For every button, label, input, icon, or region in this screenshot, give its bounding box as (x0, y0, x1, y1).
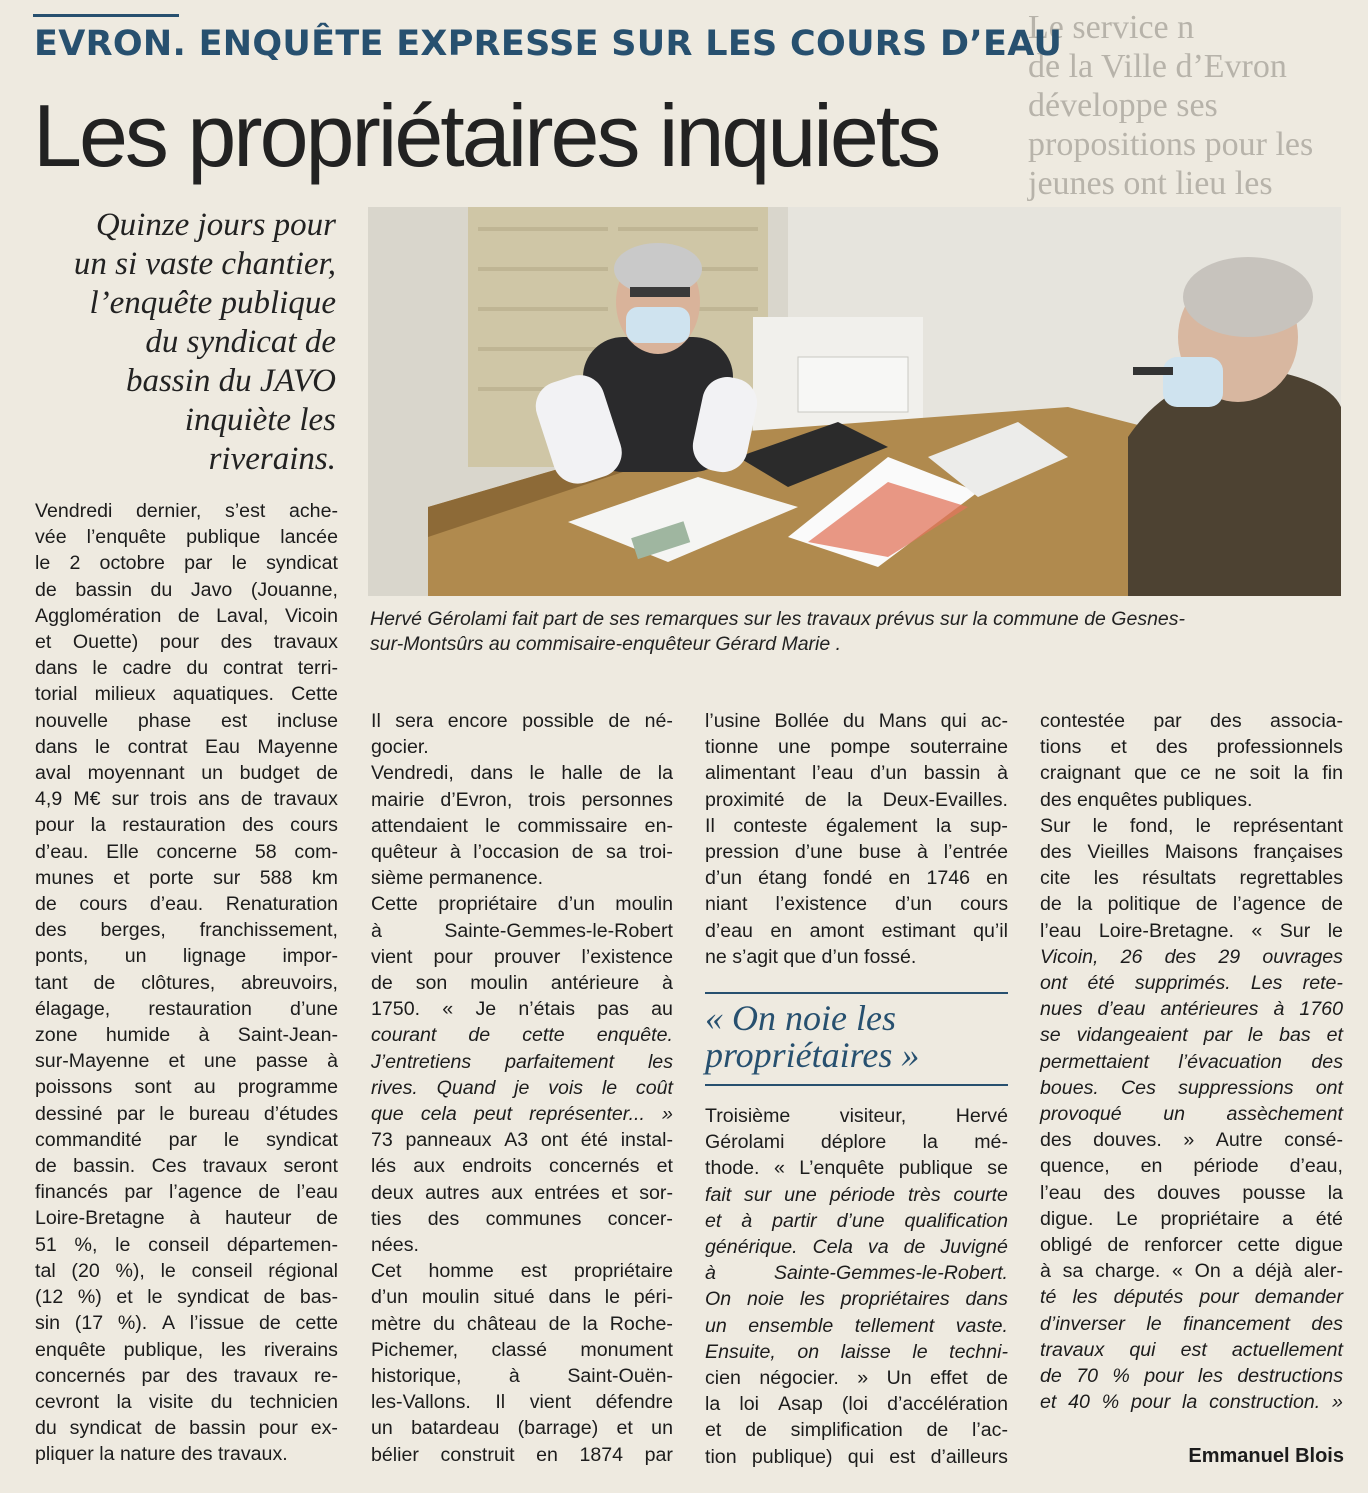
text-line: un ensemble tellement vaste. (705, 1314, 1008, 1337)
text-line: élagage, restauration d’une (35, 997, 338, 1020)
text-line: quêteur à l’occasion de sa troi- (371, 841, 673, 864)
text-line: 51 %, le conseil départemen- (35, 1233, 338, 1256)
text-line: Il conteste également la sup- (705, 814, 1008, 837)
text-line: deux autres aux entrées et sor- (371, 1181, 673, 1204)
text-line: tal (20 %), le conseil régional (35, 1259, 338, 1282)
text-line: Ensuite, on laisse le techni- (705, 1340, 1008, 1363)
article-headline: Les propriétaires inquiets (33, 86, 939, 185)
text-line: cevront la visite du technicien (35, 1390, 338, 1413)
text-line: tant de clôtures, abreuvoirs, (35, 971, 338, 994)
text-line: d’un étang fondé en 1746 en (705, 867, 1008, 890)
author-signature: Emmanuel Blois (1188, 1445, 1344, 1467)
text-line: quence, en période d’eau, (1040, 1155, 1343, 1178)
article-kicker: EVRON. ENQUÊTE EXPRESSE SUR LES COURS D’EAU (34, 24, 1063, 64)
text-line: de bassin du Javo (Jouanne, (35, 578, 338, 601)
adjacent-article-bleed: Le service n de la Ville d’Evron développe ses propositions pour les jeunes ont lieu les (1028, 9, 1314, 202)
article-column-3 (705, 708, 1008, 970)
text-line: cite les résultats regrettables (1040, 867, 1343, 890)
text-line: des enquêtes publiques. (1040, 788, 1253, 811)
text-line: Cet homme est propriétaire (371, 1260, 673, 1283)
text-line: d’un moulin situé dans le péri- (371, 1286, 673, 1309)
text-line: sième permanence. (371, 867, 544, 890)
text-line: On noie les propriétaires dans (705, 1288, 1008, 1311)
text-line: Vendredi, dans le halle de la (371, 762, 673, 785)
text-line: Loire-Bretagne à hauteur de (35, 1207, 338, 1230)
text-line: historique, à Saint-Ouën- (371, 1365, 673, 1388)
text-line: des douves. » Autre consé- (1040, 1129, 1343, 1152)
text-line: dessiné par le bureau d’études (35, 1102, 338, 1125)
text-line: 1750. « Je n’étais pas au (371, 998, 673, 1021)
text-line: commandité par le syndicat (35, 1128, 338, 1151)
text-line: Gérolami déplore la mé- (705, 1131, 1008, 1154)
text-line: travaux qui est actuellement (1040, 1338, 1343, 1361)
text-line: nues d’eau antérieures à 1760 (1040, 998, 1343, 1021)
text-line: alimentant l’eau d’un bassin à (705, 762, 1008, 785)
text-line: rives. Quand je vois le coût (371, 1076, 673, 1099)
text-line: ties des communes concer- (371, 1207, 673, 1230)
text-line: 4,9 M€ sur trois ans de travaux (35, 788, 338, 811)
text-line: pliquer la nature des travaux. (35, 1443, 288, 1466)
text-line: que cela peut représenter... » (371, 1103, 673, 1126)
text-line: obligé de renforcer cette digue (1040, 1234, 1343, 1257)
text-line: Pichemer, classé monument (371, 1338, 673, 1361)
text-line: de son moulin antérieure à (371, 972, 673, 995)
text-line: sin (17 %). A l’issue de cette (35, 1312, 338, 1335)
text-line: un batardeau (barrage) et un (371, 1417, 673, 1440)
text-line: l’usine Bollée du Mans qui ac- (705, 710, 1008, 732)
text-line: boues. Ces suppressions ont (1040, 1076, 1343, 1099)
text-line: sur-Mayenne et une passe à (35, 1050, 338, 1073)
text-line: ponts, un lignage impor- (35, 945, 338, 968)
text-line: proximité de la Deux-Evailles. (705, 788, 1008, 811)
text-line: concernés par des travaux re- (35, 1364, 338, 1387)
text-line: la loi Asap (loi d’accélération (705, 1393, 1008, 1416)
text-line: mètre du château de la Roche- (371, 1312, 673, 1335)
text-line: pour la restauration des cours (35, 814, 338, 837)
text-line: l’eau des douves pousse la (1040, 1181, 1343, 1204)
text-line: Vicoin, 26 des 29 ouvrages (1040, 945, 1343, 968)
pullquote-bottom-rule (705, 1084, 1008, 1086)
text-line: ne s’agit que d’un fossé. (705, 945, 917, 968)
text-line: J’entretiens parfaitement les (371, 1050, 673, 1073)
text-line: vient pour prouver l’existence (371, 945, 673, 968)
text-line: nouvelle phase est incluse (35, 709, 338, 732)
text-line: se vidangeaient par le bas et (1040, 1024, 1343, 1047)
text-line: des berges, franchissement, (35, 919, 338, 942)
article-column-4 (1040, 708, 1343, 1415)
text-line: cien négocier. » Un effet de (705, 1367, 1008, 1390)
text-line: de bassin. Ces travaux seront (35, 1155, 338, 1178)
text-line: 73 panneaux A3 ont été instal- (371, 1129, 673, 1152)
text-line: Sur le fond, le représentant (1040, 814, 1343, 837)
text-line: digue. Le propriétaire a été (1040, 1207, 1343, 1230)
photo-caption: Hervé Gérolami fait part de ses remarques sur les travaux prévus sur la commune de Gesnes- sur-Montsûrs au commisaire-enquêteur Gérard Marie . (370, 608, 1186, 655)
text-line: tion publique) qui est d’ailleurs (705, 1445, 1008, 1468)
pull-quote: « On noie les propriétaires » (705, 998, 920, 1075)
text-line: de la politique de l’agence de (1040, 893, 1343, 916)
text-line: bélier construit en 1874 par (371, 1443, 673, 1466)
text-line: pression d’une buse à l’entrée (705, 841, 1008, 864)
text-line: le 2 octobre par le syndicat (35, 552, 338, 575)
text-line: du syndicat de bassin pour ex- (35, 1417, 338, 1440)
text-line: fait sur une période très courte (705, 1183, 1008, 1206)
text-line: de 70 % pour les destructions (1040, 1365, 1343, 1388)
text-line: (12 %) et le syndicat de bas- (35, 1286, 338, 1309)
text-line: craignant que ce ne soit la fin (1040, 762, 1343, 785)
article-photo (368, 207, 1341, 596)
article-column-3-continued (705, 1103, 1008, 1470)
text-line: ont été supprimés. Les rete- (1040, 972, 1343, 995)
text-line: dans le contrat Eau Mayenne (35, 735, 338, 758)
text-line: dans le cadre du contrat terri- (35, 657, 338, 680)
text-line: aval moyennant un budget de (35, 762, 338, 785)
text-line: financés par l’agence de l’eau (35, 1181, 338, 1204)
text-line: et à partir d’une qualification (705, 1209, 1008, 1232)
article-column-2 (371, 708, 673, 1468)
text-line: nées. (371, 1234, 419, 1257)
text-line: générique. Cela va de Juvigné (705, 1236, 1008, 1259)
text-line: tionne une pompe souterraine (705, 736, 1008, 759)
text-line: l’eau Loire-Bretagne. « Sur le (1040, 919, 1343, 942)
pullquote-top-rule (705, 992, 1008, 994)
text-line: munes et porte sur 588 km (35, 866, 338, 889)
text-line: poissons sont au programme (35, 1076, 338, 1099)
text-line: mairie d’Evron, trois personnes (371, 788, 673, 811)
text-line: de cours d’eau. Renaturation (35, 893, 338, 916)
text-line: attendaient le commissaire en- (371, 814, 673, 837)
text-line: gocier. (371, 736, 429, 759)
article-lede: Quinze jours pour un si vaste chantier, l’enquête publique du syndicat de bassin du JAVO inquiète les riverains. (73, 207, 336, 477)
article-column-1 (35, 498, 338, 1468)
text-line: Cette propriétaire d’un moulin (371, 893, 673, 916)
text-line: torial milieux aquatiques. Cette (35, 683, 338, 706)
text-line: à sa charge. « On a déjà aler- (1040, 1260, 1343, 1283)
text-line: à Sainte-Gemmes-le-Robert (371, 919, 673, 942)
text-line: Agglomération de Laval, Vicoin (35, 604, 338, 627)
text-line: Vendredi dernier, s’est ache- (35, 500, 338, 522)
text-line: et 40 % pour la construction. » (1040, 1391, 1343, 1414)
text-line: d’eau. Elle concerne 58 com- (35, 840, 338, 863)
text-line: d’eau en amont estimant qu’il (705, 919, 1008, 942)
text-line: niant l’existence d’un cours (705, 893, 1008, 916)
text-line: té les députés pour demander (1040, 1286, 1343, 1309)
text-line: Il sera encore possible de né- (371, 710, 673, 732)
text-line: et Ouette) pour des travaux (35, 631, 338, 654)
text-line: contestée par des associa- (1040, 710, 1343, 732)
text-line: thode. « L’enquête publique se (705, 1157, 1008, 1180)
text-line: les-Vallons. Il vient défendre (371, 1391, 673, 1414)
text-line: permettaient l’évacuation des (1040, 1050, 1343, 1073)
text-line: vée l’enquête publique lancée (35, 526, 338, 549)
text-line: lés aux endroits concernés et (371, 1155, 673, 1178)
text-line: à Sainte-Gemmes-le-Robert. (705, 1262, 1008, 1285)
text-line: provoqué un assèchement (1040, 1103, 1343, 1126)
text-line: tions et des professionnels (1040, 736, 1343, 759)
text-line: enquête publique, les riverains (35, 1338, 338, 1361)
text-line: et de simplification de l’ac- (705, 1419, 1008, 1442)
top-rule (33, 14, 179, 17)
text-line: courant de cette enquête. (371, 1024, 673, 1047)
text-line: Troisième visiteur, Hervé (705, 1105, 1008, 1127)
text-line: zone humide à Saint-Jean- (35, 1024, 338, 1047)
text-line: des Vieilles Maisons françaises (1040, 841, 1343, 864)
text-line: d’inverser le financement des (1040, 1312, 1343, 1335)
